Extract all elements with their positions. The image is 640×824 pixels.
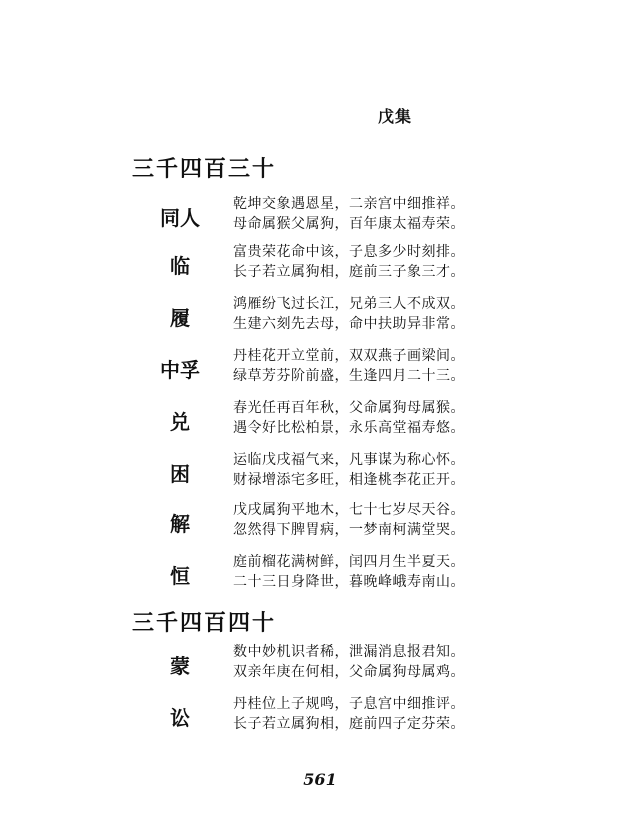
verse-line: 乾坤交象遇恩星，二亲宫中细推祥。 bbox=[233, 196, 465, 212]
entry-name: 履 bbox=[170, 305, 190, 330]
entry-name: 兑 bbox=[170, 409, 190, 434]
verse-line: 富贵荣花命中该，子息多少时刻排。 bbox=[233, 244, 465, 260]
verse bbox=[233, 552, 465, 592]
verse bbox=[233, 242, 465, 282]
verse-line: 数中妙机识者稀，泄漏消息报君知。 bbox=[233, 644, 465, 660]
entry bbox=[0, 642, 640, 686]
verse bbox=[233, 294, 465, 334]
entry-name: 同人 bbox=[160, 205, 200, 230]
entry-name: 讼 bbox=[170, 705, 190, 730]
verse-line: 二十三日身降世，暮晚峰峨寿南山。 bbox=[233, 574, 465, 590]
verse-line: 丹桂花开立堂前，双双燕子画梁间。 bbox=[233, 348, 465, 364]
section-title: 三千四百四十 bbox=[132, 610, 277, 636]
verse bbox=[233, 346, 465, 386]
entry bbox=[0, 346, 640, 390]
verse-line: 长子若立属狗相，庭前三子象三才。 bbox=[233, 264, 465, 280]
verse bbox=[233, 194, 465, 234]
page-number: 561 bbox=[303, 770, 337, 789]
verse-line: 庭前榴花满树鲜，闰四月生半夏天。 bbox=[233, 554, 465, 570]
verse bbox=[233, 500, 465, 540]
running-head: 戊集 bbox=[378, 107, 413, 126]
entry-name: 中孚 bbox=[160, 357, 200, 382]
verse bbox=[233, 642, 465, 682]
verse-line: 鸿雁纷飞过长江，兄弟三人不成双。 bbox=[233, 296, 465, 312]
entry bbox=[0, 450, 640, 494]
verse-line: 绿草芳芬阶前盛，生逢四月二十三。 bbox=[233, 368, 465, 384]
verse bbox=[233, 398, 465, 438]
verse-line: 财禄增添宅多旺，相逢桃李花正开。 bbox=[233, 472, 465, 488]
verse-line: 春光任再百年秋，父命属狗母属猴。 bbox=[233, 400, 465, 416]
verse-line: 母命属猴父属狗，百年康太福寿荣。 bbox=[233, 216, 465, 232]
verse-line: 双亲年庚在何相，父命属狗母属鸡。 bbox=[233, 664, 465, 680]
entry bbox=[0, 500, 640, 544]
section-title: 三千四百三十 bbox=[132, 156, 277, 182]
verse bbox=[233, 694, 465, 734]
entry-name: 解 bbox=[170, 511, 190, 536]
entry-name: 蒙 bbox=[170, 653, 190, 678]
entry bbox=[0, 552, 640, 596]
verse-line: 长子若立属狗相，庭前四子定芬荣。 bbox=[233, 716, 465, 732]
entry bbox=[0, 194, 640, 238]
entry bbox=[0, 398, 640, 442]
entry-name: 临 bbox=[170, 253, 190, 278]
entry bbox=[0, 294, 640, 338]
verse-line: 生建六刻先去母，命中扶助异非常。 bbox=[233, 316, 465, 332]
verse-line: 忽然得下脾胃病，一梦南柯满堂哭。 bbox=[233, 522, 465, 538]
entry-name: 困 bbox=[170, 461, 190, 486]
verse-line: 运临戊戌福气来，凡事谋为称心怀。 bbox=[233, 452, 465, 468]
verse-line: 遇令好比松柏景，永乐高堂福寿悠。 bbox=[233, 420, 465, 436]
verse-line: 戊戌属狗平地木，七十七岁尽天谷。 bbox=[233, 502, 465, 518]
verse-line: 丹桂位上子规鸣，子息宫中细推评。 bbox=[233, 696, 465, 712]
verse bbox=[233, 450, 465, 490]
entry bbox=[0, 694, 640, 738]
entry bbox=[0, 242, 640, 286]
entry-name: 恒 bbox=[170, 563, 190, 588]
